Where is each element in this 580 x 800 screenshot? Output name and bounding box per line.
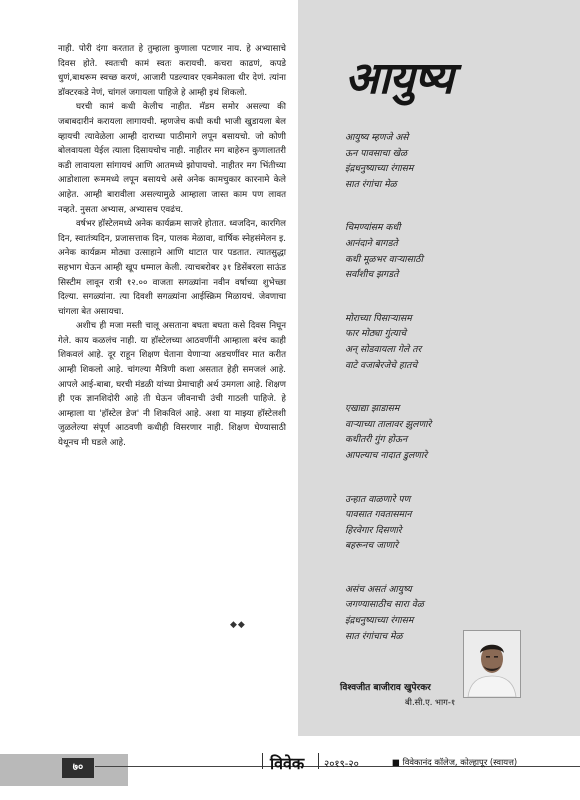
poem-line: आनंदाने बागडते (345, 237, 398, 249)
prose-paragraph: अशीच ही मजा मस्ती चालू असताना बघता बघता कसे दिवस निघून गेले. काय कळलंच नाही. या हॉस्टेलच्या आठवणींनी आम्हाला बरंच काही शिकवलं आहे. दूर राहून शिक्षण घेताना येणाऱ्या अडचणींवर मात करीत आम्ही शिकलो आहे. चांगल्या मैत्रिणी कशा असतात हेही समजलं आहे. आपले आई-बाबा, घरची मंडळी यांच्या प्रेमाचाही अर्थ उमगला आहे. शिक्षण ही एक ज्ञानशिदोरी आहे ती घेऊन जीवनाची उंची गाठली पाहिजे. हे आम्हाला या 'हॉस्टेल डेज' नी शिकविलं आहे. अशा या माझ्या हॉस्टेलशी जुळलेल्या संपूर्ण आठवणी कधीही विसरणार नाही. शिक्षण घेण्यासाठी येथूनच मी घडले आहे. (58, 321, 286, 449)
poem-line: इंद्रधनुष्याच्या रंगासम (345, 163, 414, 175)
author-photo (463, 630, 521, 698)
poem-line: बहरूनच जाणारे (345, 540, 399, 552)
poem-title: आयुष्य (345, 53, 453, 104)
author-name: विश्वजीत बाजीराव खुपेरकर (340, 683, 431, 693)
poem-line: ऊन पावसाचा खेळ (345, 147, 408, 159)
poem-line: पावसात गवतासमान (345, 509, 412, 521)
poem-line: आयुष्य म्हणजे असे (345, 132, 409, 143)
author-portrait-icon (464, 631, 520, 697)
end-of-article-mark: ◆◆ (230, 620, 246, 630)
poem-stanza (345, 492, 545, 554)
poem-line: असंच असतं आयुष्य (345, 583, 412, 595)
poem-line: इंद्रधनुष्याच्या रंगासम (345, 615, 414, 627)
prose-column (58, 42, 286, 451)
prose-paragraph: नाही. पोरी दंगा करतात हे तुम्हाला कुणाला पटणार नाय. हे अभ्यासाचे दिवस होते. स्वतःची कामं स्वतः करायची. कचरा काढणं, कपडे धुणं,बाथरूम स्वच्छ करणं, आजारी पडल्यावर एकमेकाला धीर देणं. त्यांना डॉक्टरकडे नेणं, चांगलं जगायला पाहिजे हे आम्ही इथं शिकलो. (58, 44, 286, 98)
poem-line: चिमण्यांसम कधी (345, 222, 401, 234)
poem-line: फार मोठ्या गुंत्याचे (345, 328, 407, 340)
poem-line: सर्वांशीच झगडते (345, 269, 399, 281)
poem-line: कधीतरी गुंग होऊन (345, 434, 408, 446)
footer-separator (262, 753, 263, 769)
page-number: ७० (62, 758, 94, 778)
poem-stanza (345, 220, 545, 282)
footer-year: २०१९-२० (324, 759, 359, 770)
poem-stanza (345, 401, 545, 463)
poem-stanza (345, 311, 545, 373)
poem-stanzas (345, 130, 545, 672)
poem-line: मोराच्या पिसाऱ्यासम (345, 312, 412, 324)
footer-separator (318, 753, 319, 769)
poem-line: सात रंगांचा मेळ (345, 178, 397, 190)
poem-line: वाऱ्याच्या तालावर झुलणारे (345, 418, 432, 430)
poem-line: अन् सोडवायला गेले तर (345, 343, 422, 355)
poem-line: वाटे वजाबेरजेचे हातचे (345, 359, 418, 371)
poem-line: सात रंगांचाच मेळ (345, 630, 403, 642)
poem-line: हिरवेगार दिसणारे (345, 524, 402, 536)
poem-line: एखाद्या झाडासम (345, 403, 400, 415)
prose-paragraph: घरची कामं कधी केलीच नाहीत. मॅडम समोर असल्या की जबाबदारीनं करायला लागायची. म्हणजेच कधी कधी भाजी खुडायला बेल व्हायची त्यावेळेला आम्ही दाराच्या पाठीमागे लपून बसायचो. जो कोणी बोलवायला येईल त्याला दिसायचोच नाही. नाहीतर मग बाहेरुन कुणालातरी कडी लावायला सांगायचं आणि आतमध्ये झोपायचो. नाहीतर मग भिंतीच्या आडोशाला रूममध्ये लपून बसायचे असे अनेक कामचुकार कारनामे केले आहेत. आम्ही बारावीला असल्यामुळे आम्हाला जास्त काम पण लावत नव्हते. नुसता अभ्यास, अभ्यासच एवढंच. (58, 102, 286, 215)
prose-paragraph: वर्षभर हॉस्टेलमध्ये अनेक कार्यक्रम साजरे होतात. ध्वजदिन, कारगिल दिन, स्वातंत्र्यदिन, प्रजासत्ताक दिन, पालक मेळावा, वार्षिक स्नेहसंमेलन इ. अनेक कार्यक्रम मोठ्या उत्साहाने आणि थाटात पार पडतात. त्यातसुद्धा सहभाग घेऊन आम्ही खूप धम्माल केली. त्याचबरोबर ३१ डिसेंबरला साऊंड सिस्टीम लावून रात्री १२.०० वाजता सगळ्यांना नवीन वर्षाच्या शुभेच्छा दिल्या. सगळ्यांना. त्या दिवशी सगळ्यांना आईस्क्रिम मिळायचं. जेवणाचा चांगला बेत असायचा. (58, 219, 286, 317)
poem-line: आपल्याच नादात डुलणारे (345, 449, 428, 461)
footer-college: ■ विवेकानंद कॉलेज, कोल्हापूर (स्वायत्त) (392, 757, 518, 767)
author-class: बी.सी.ए. भाग-१ (405, 697, 456, 707)
magazine-name: विवेक (270, 754, 305, 773)
poem-stanza (345, 130, 545, 192)
poem-line: उन्हात वाळणारे पण (345, 493, 411, 505)
poem-line: जगण्यासाठीच सारा वेळ (345, 599, 424, 611)
poem-line: कधी मूळभर वाऱ्यासाठी (345, 253, 423, 265)
